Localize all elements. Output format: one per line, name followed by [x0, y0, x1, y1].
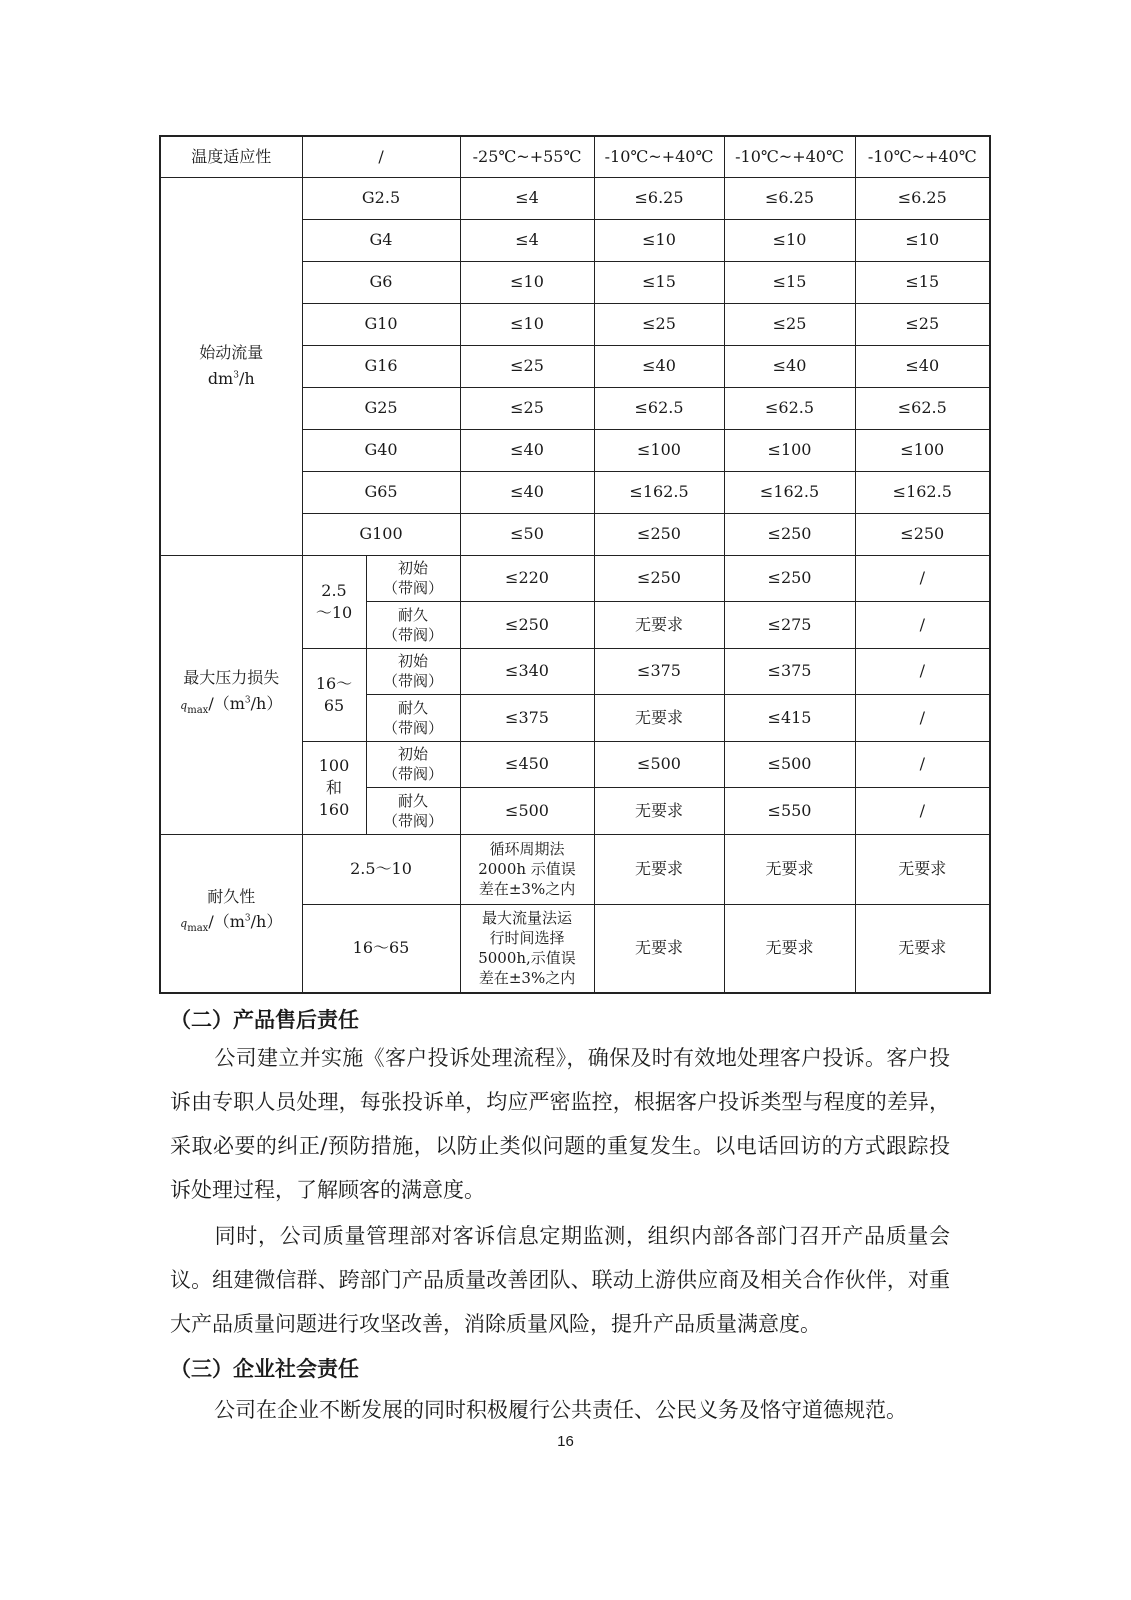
spec-cell: 2.5～10	[302, 834, 460, 904]
value-cell: ≤250	[724, 555, 855, 602]
range-cell: 16～ 65	[302, 648, 366, 741]
range-cell: 2.5 ～10	[302, 555, 366, 648]
value-cell: 无要求	[594, 834, 724, 904]
spec-cell: G6	[302, 261, 460, 303]
spec-cell: G10	[302, 303, 460, 345]
spec-cell: G2.5	[302, 177, 460, 219]
value-cell: ≤250	[724, 513, 855, 555]
value-cell: ≤100	[724, 429, 855, 471]
value-cell: -10℃~+40℃	[855, 136, 990, 177]
value-cell: ≤10	[724, 219, 855, 261]
type-cell: 耐久 （带阀）	[366, 602, 460, 649]
table-row	[160, 555, 990, 602]
value-cell: ≤220	[460, 555, 594, 602]
value-cell: ≤40	[460, 429, 594, 471]
value-cell: ≤25	[594, 303, 724, 345]
value-cell: ≤375	[594, 648, 724, 695]
value-cell: ≤15	[855, 261, 990, 303]
type-cell: 初始 （带阀）	[366, 555, 460, 602]
value-cell: ≤6.25	[594, 177, 724, 219]
type-cell: 耐久 （带阀）	[366, 788, 460, 835]
unit-label: $q_{max}/(m^3/h)$	[180, 693, 283, 716]
value-cell: ≤62.5	[855, 387, 990, 429]
value-cell: ≤500	[460, 788, 594, 835]
value-cell: ≤15	[724, 261, 855, 303]
spec-cell: 16～65	[302, 904, 460, 993]
value-cell: ≤15	[594, 261, 724, 303]
value-cell: ≤500	[724, 741, 855, 788]
paragraph-after-sales-2	[170, 1214, 950, 1346]
unit-label: $dm^3/h$	[207, 368, 255, 388]
value-cell: ≤4	[460, 177, 594, 219]
value-cell: ≤100	[855, 429, 990, 471]
value-cell: ≤10	[460, 303, 594, 345]
type-cell: 初始 （带阀）	[366, 648, 460, 695]
value-cell: ≤10	[460, 261, 594, 303]
value-cell: ≤500	[594, 741, 724, 788]
value-cell: -10℃~+40℃	[724, 136, 855, 177]
value-cell: ≤162.5	[594, 471, 724, 513]
value-cell: ≤50	[460, 513, 594, 555]
row-header-pressure-loss: 最大压力损失 $q_{max}/(m^3/h)$	[160, 555, 302, 834]
value-cell: ≤10	[594, 219, 724, 261]
value-cell: ≤40	[724, 345, 855, 387]
value-cell: ≤162.5	[724, 471, 855, 513]
value-cell: 无要求	[855, 904, 990, 993]
row-header-temperature: 温度适应性	[160, 136, 302, 177]
spec-table	[159, 135, 991, 994]
page-number: 16	[557, 1433, 574, 1450]
value-cell: /	[855, 555, 990, 602]
value-cell: 无要求	[594, 695, 724, 742]
table-row	[160, 834, 990, 904]
spec-cell: G25	[302, 387, 460, 429]
value-cell: ≤250	[855, 513, 990, 555]
paragraph-social-1	[170, 1388, 950, 1432]
value-cell: ≤4	[460, 219, 594, 261]
range-cell: 100 和 160	[302, 741, 366, 834]
value-cell: 无要求	[594, 602, 724, 649]
value-cell: ≤40	[594, 345, 724, 387]
value-cell: /	[855, 741, 990, 788]
value-cell: ≤375	[460, 695, 594, 742]
value-cell: ≤250	[594, 555, 724, 602]
value-cell: ≤62.5	[724, 387, 855, 429]
value-cell: ≤25	[724, 303, 855, 345]
value-cell: -10℃~+40℃	[594, 136, 724, 177]
paragraph-after-sales-1	[170, 1036, 950, 1212]
value-cell: ≤450	[460, 741, 594, 788]
table-row	[160, 177, 990, 219]
value-cell: ≤40	[855, 345, 990, 387]
spec-cell: G40	[302, 429, 460, 471]
value-cell: /	[855, 602, 990, 649]
spec-cell: G100	[302, 513, 460, 555]
value-cell: ≤25	[460, 387, 594, 429]
table-row	[160, 136, 990, 177]
value-cell: /	[855, 695, 990, 742]
value-cell: /	[855, 788, 990, 835]
value-cell: ≤250	[460, 602, 594, 649]
method-cell: 最大流量法运 行时间选择 5000h,示值误 差在±3%之内	[460, 904, 594, 993]
value-cell: 无要求	[855, 834, 990, 904]
paragraph-text: 同时，公司质量管理部对客诉信息定期监测，组织内部各部门召开产品质量会议。组建微信群、跨部门产品质量改善团队、联动上游供应商及相关合作伙伴，对重大产品质量问题进行攻坚改善，消除质量风险，提升产品质量满意度。	[170, 1224, 950, 1336]
row-header-start-flow: 始动流量 $dm^3/h$	[160, 177, 302, 555]
value-cell: ≤375	[724, 648, 855, 695]
value-cell: ≤40	[460, 471, 594, 513]
value-cell: /	[855, 648, 990, 695]
value-cell: 无要求	[724, 904, 855, 993]
value-cell: 无要求	[594, 904, 724, 993]
value-cell: ≤550	[724, 788, 855, 835]
type-cell: 耐久 （带阀）	[366, 695, 460, 742]
value-cell: ≤6.25	[855, 177, 990, 219]
spec-cell: G16	[302, 345, 460, 387]
spec-cell: /	[302, 136, 460, 177]
value-cell: ≤100	[594, 429, 724, 471]
value-cell: ≤25	[855, 303, 990, 345]
paragraph-text: 公司建立并实施《客户投诉处理流程》，确保及时有效地处理客户投诉。客户投诉由专职人员处理，每张投诉单，均应严密监控，根据客户投诉类型与程度的差异，采取必要的纠正/预防措施，以防止类似问题的重复发生。以电话回访的方式跟踪投诉处理过程，了解顾客的满意度。	[170, 1046, 950, 1202]
value-cell: ≤62.5	[594, 387, 724, 429]
section-heading-after-sales: （二）产品售后责任	[170, 1008, 359, 1032]
value-cell: ≤250	[594, 513, 724, 555]
method-cell: 循环周期法 2000h 示值误 差在±3%之内	[460, 834, 594, 904]
value-cell: ≤415	[724, 695, 855, 742]
row-header-durability: 耐久性 $q_{max}/(m^3/h)$	[160, 834, 302, 993]
spec-cell: G65	[302, 471, 460, 513]
paragraph-text: 公司在企业不断发展的同时积极履行公共责任、公民义务及恪守道德规范。	[214, 1398, 907, 1422]
type-cell: 初始 （带阀）	[366, 741, 460, 788]
value-cell: ≤340	[460, 648, 594, 695]
value-cell: 无要求	[724, 834, 855, 904]
value-cell: 无要求	[594, 788, 724, 835]
unit-label: $q_{max}/(m^3/h)$	[180, 912, 283, 935]
value-cell: -25℃~+55℃	[460, 136, 594, 177]
spec-cell: G4	[302, 219, 460, 261]
section-heading-social: （三）企业社会责任	[170, 1357, 359, 1381]
value-cell: ≤10	[855, 219, 990, 261]
value-cell: ≤6.25	[724, 177, 855, 219]
value-cell: ≤162.5	[855, 471, 990, 513]
value-cell: ≤275	[724, 602, 855, 649]
value-cell: ≤25	[460, 345, 594, 387]
